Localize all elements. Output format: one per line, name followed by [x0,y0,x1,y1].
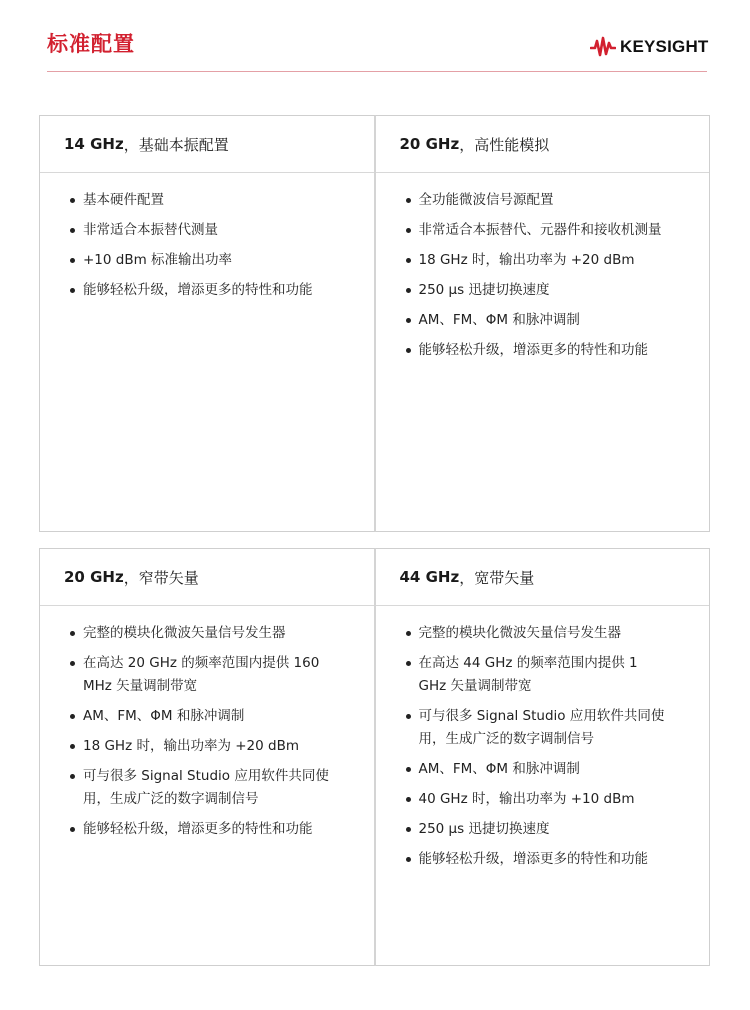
feature-item: 完整的模块化微波矢量信号发生器 [83,622,334,645]
feature-item: AM、FM、ΦM 和脉冲调制 [83,705,334,728]
card-title-text: ，高性能模拟 [459,135,550,154]
page-title: 标准配置 [47,31,135,56]
keysight-logo [590,35,709,59]
card-title-frequency: 14 GHz [64,135,124,153]
feature-item: 能够轻松升级，增添更多的特性和功能 [83,279,334,302]
feature-item: 250 μs 迅捷切换速度 [419,818,670,841]
keysight-wave-icon [590,36,616,58]
feature-item: +10 dBm 标准输出功率 [83,249,334,272]
card-title-frequency: 20 GHz [399,135,460,153]
feature-item: 非常适合本振替代测量 [83,219,334,242]
card-title-frequency: 20 GHz [64,568,124,586]
feature-list [419,189,670,362]
config-card [39,115,376,532]
feature-item: 250 μs 迅捷切换速度 [419,279,670,302]
config-card [39,548,376,966]
feature-list [83,622,334,841]
feature-item: 40 GHz 时，输出功率为 +10 dBm [419,788,670,811]
card-title [376,549,710,606]
feature-list [83,189,334,302]
feature-item: 可与很多 Signal Studio 应用软件共同使用，生成广泛的数字调制信号 [419,705,670,751]
card-title-text: ，窄带矢量 [123,568,199,587]
card-title-text: ，基础本振配置 [123,135,229,154]
config-card [376,115,711,532]
feature-item: 18 GHz 时，输出功率为 +20 dBm [83,735,334,758]
feature-item: 完整的模块化微波矢量信号发生器 [419,622,670,645]
config-card [376,548,711,966]
card-title [40,116,374,173]
card-title-text: ，宽带矢量 [459,568,535,587]
feature-item: 在高达 20 GHz 的频率范围内提供 160 MHz 矢量调制带宽 [83,652,334,698]
feature-item: AM、FM、ΦM 和脉冲调制 [419,758,670,781]
card-row-2 [39,548,710,966]
feature-item: 非常适合本振替代、元器件和接收机测量 [419,219,670,242]
card-row-1 [39,115,710,532]
feature-item: 基本硬件配置 [83,189,334,212]
header-divider [47,71,707,72]
card-title-frequency: 44 GHz [399,568,460,586]
card-title [376,116,710,173]
feature-item: 18 GHz 时，输出功率为 +20 dBm [419,249,670,272]
feature-item: 全功能微波信号源配置 [419,189,670,212]
feature-item: 能够轻松升级，增添更多的特性和功能 [83,818,334,841]
feature-list [419,622,670,871]
feature-item: 能够轻松升级，增添更多的特性和功能 [419,848,670,871]
page-header [0,0,750,80]
feature-item: 能够轻松升级，增添更多的特性和功能 [419,339,670,362]
feature-item: 在高达 44 GHz 的频率范围内提供 1 GHz 矢量调制带宽 [419,652,670,698]
brand-name: KEYSIGHT [620,37,709,56]
card-title [40,549,374,606]
feature-item: AM、FM、ΦM 和脉冲调制 [419,309,670,332]
feature-item: 可与很多 Signal Studio 应用软件共同使用，生成广泛的数字调制信号 [83,765,334,811]
